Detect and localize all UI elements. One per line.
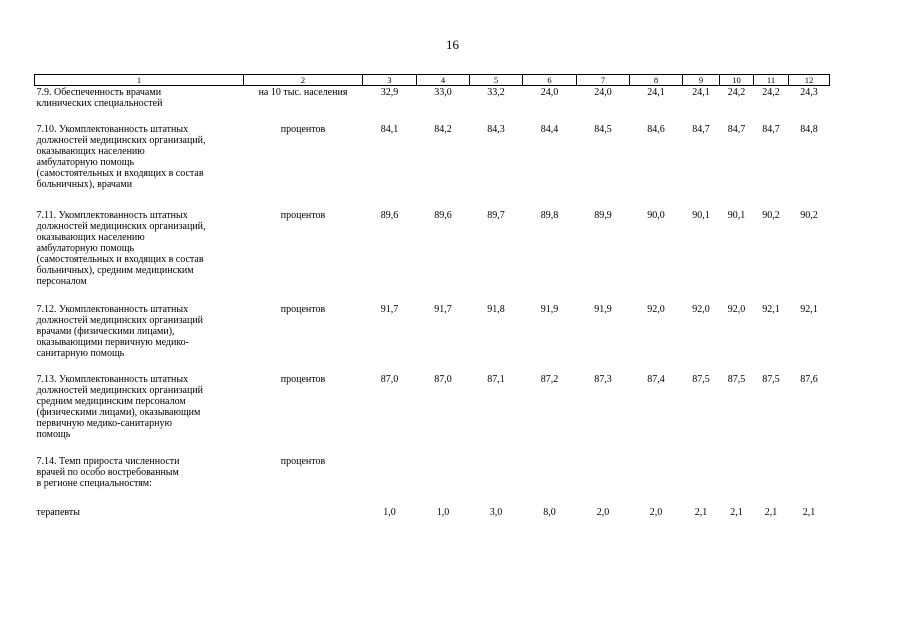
indicator-label-line: врачей по особо востребованным [36,467,179,478]
column-number: 12 [789,75,830,86]
value-cell: 87,0 [380,374,399,385]
indicator-label-line: больничных), врачами [36,179,133,190]
indicator-label-line: врачами (физическими лицами), [36,326,175,337]
indicator-label-line: терапевты [36,507,80,518]
value-cell: 2,1 [764,507,778,518]
value-cell: 90,2 [800,210,818,221]
value-cell [363,455,417,506]
value-cell: 92,0 [647,304,665,315]
column-number-header-row [35,75,830,86]
table-row [35,506,830,518]
value-cell: 92,0 [692,304,710,315]
indicator-label-line: больничных), средним медицинским [36,265,194,276]
value-cell: 2,1 [694,507,708,518]
value-cell: 33,2 [487,87,505,98]
value-cell [523,455,577,506]
value-cell: 91,9 [540,304,559,315]
value-cell: 87,1 [487,374,505,385]
value-cell: 84,1 [380,124,399,135]
indicator-label-line: (физическими лицами), оказывающим [36,407,201,418]
indicator-label-line: амбулаторную помощь [36,157,135,168]
value-cell: 1,0 [436,507,450,518]
value-cell: 84,5 [594,124,612,135]
value-cell [720,455,754,506]
value-cell [754,455,789,506]
value-cell: 90,2 [762,210,780,221]
unit-cell: процентов [280,374,326,385]
indicator-label-line: персоналом [36,276,87,287]
value-cell: 91,9 [594,304,612,315]
value-cell: 90,1 [692,210,710,221]
value-cell: 91,8 [487,304,505,315]
indicator-label-line: 7.10. Укомплектованность штатных [36,124,189,135]
value-cell: 24,2 [762,87,780,98]
value-cell: 24,0 [594,87,612,98]
value-cell: 87,5 [692,374,710,385]
indicator-label-line: 7.11. Укомплектованность штатных [36,210,188,221]
value-cell: 84,7 [727,124,746,135]
table-row [35,303,830,373]
table-row [35,373,830,455]
value-cell: 84,7 [692,124,710,135]
indicators-table [34,74,830,518]
value-cell: 92,1 [800,304,818,315]
column-number: 2 [244,75,363,86]
column-number: 9 [683,75,720,86]
value-cell: 91,7 [380,304,399,315]
column-number: 6 [523,75,577,86]
value-cell: 33,0 [434,87,452,98]
value-cell: 90,0 [647,210,665,221]
value-cell: 87,3 [594,374,612,385]
indicator-label [35,209,244,303]
unit-cell: процентов [280,124,326,135]
indicator-label-line: должностей медицинских организаций, [36,135,206,146]
value-cell [577,455,630,506]
unit-cell: на 10 тыс. населения [258,87,348,98]
indicator-label-line: оказывающих населению [36,146,145,157]
value-cell: 84,6 [647,124,665,135]
indicator-label-line: оказывающими первичную медико- [36,337,190,348]
value-cell: 87,6 [800,374,818,385]
value-cell: 1,0 [383,507,396,518]
column-number: 3 [363,75,417,86]
value-cell: 24,1 [692,87,710,98]
value-cell: 87,5 [727,374,746,385]
column-number: 7 [577,75,630,86]
unit-cell: процентов [280,304,326,315]
unit-cell [244,506,363,518]
table-row [35,86,830,124]
unit-cell: процентов [280,456,326,467]
value-cell: 87,4 [647,374,665,385]
indicator-label [35,123,244,209]
value-cell: 2,0 [649,507,663,518]
column-number: 10 [720,75,754,86]
value-cell: 84,4 [540,124,559,135]
indicator-label-line: санитарную помощь [36,348,125,359]
column-number: 1 [35,75,244,86]
indicator-label-line: оказывающих населению [36,232,145,243]
value-cell: 24,1 [647,87,665,98]
value-cell: 87,2 [540,374,559,385]
value-cell [470,455,523,506]
value-cell: 32,9 [380,87,399,98]
indicator-label-line: 7.9. Обеспеченность врачами [36,87,162,98]
indicator-label-line: первичную медико-санитарную [36,418,172,429]
value-cell [789,455,830,506]
value-cell [683,455,720,506]
indicator-label-line: 7.14. Темп прироста численности [36,456,180,467]
value-cell: 87,5 [762,374,780,385]
indicator-label [35,303,244,373]
value-cell [630,455,683,506]
value-cell: 89,8 [540,210,559,221]
value-cell: 24,0 [540,87,559,98]
value-cell: 89,6 [380,210,399,221]
value-cell: 84,8 [800,124,818,135]
indicator-label-line: должностей медицинских организаций [36,315,204,326]
column-number: 4 [417,75,470,86]
value-cell: 8,0 [543,507,556,518]
indicator-label [35,455,244,506]
column-number: 11 [754,75,789,86]
indicator-label-line: (самостоятельных и входящих в состав [36,254,204,265]
value-cell: 89,9 [594,210,612,221]
indicator-label-line: должностей медицинских организаций [36,385,204,396]
value-cell: 24,3 [800,87,818,98]
indicator-label-line: 7.13. Укомплектованность штатных [36,374,189,385]
value-cell: 3,0 [489,507,503,518]
value-cell: 84,2 [434,124,452,135]
value-cell: 84,7 [762,124,780,135]
indicator-label [35,506,244,518]
value-cell: 2,1 [730,507,743,518]
value-cell: 87,0 [434,374,452,385]
value-cell: 92,0 [727,304,746,315]
indicator-label-line: в регионе специальностям: [36,478,152,489]
value-cell: 2,1 [802,507,816,518]
indicator-label [35,86,244,124]
value-cell: 91,7 [434,304,452,315]
value-cell: 92,1 [762,304,780,315]
value-cell: 89,7 [487,210,505,221]
page-number: 16 [446,37,459,52]
value-cell: 90,1 [727,210,746,221]
value-cell [417,455,470,506]
unit-cell: процентов [280,210,326,221]
indicator-label-line: должностей медицинских организаций, [36,221,206,232]
indicator-label [35,373,244,455]
column-number: 8 [630,75,683,86]
table-row [35,123,830,209]
indicator-label-line: помощь [36,429,71,440]
column-number: 5 [470,75,523,86]
table-row [35,455,830,506]
value-cell: 24,2 [727,87,746,98]
indicator-label-line: 7.12. Укомплектованность штатных [36,304,189,315]
value-cell: 89,6 [434,210,452,221]
table-row [35,209,830,303]
value-cell: 2,0 [596,507,610,518]
indicator-label-line: средним медицинским персоналом [36,396,186,407]
value-cell: 84,3 [487,124,505,135]
indicator-label-line: (самостоятельных и входящих в состав [36,168,204,179]
indicator-label-line: амбулаторную помощь [36,243,135,254]
indicator-label-line: клинических специальностей [36,98,163,109]
